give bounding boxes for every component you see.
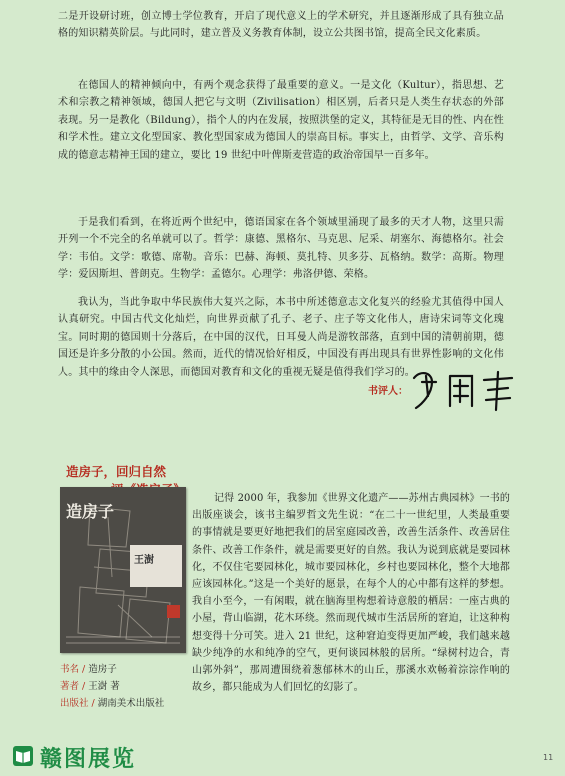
article-title: 造房子，回归自然 — [66, 464, 167, 479]
book-info-key: 著者 — [60, 681, 80, 692]
book-info-publisher-row — [60, 695, 164, 712]
book-info-separator: / — [88, 698, 98, 709]
review2-body: 记得 2000 年，我参加《世界文化遗产——苏州古典园林》一书的出版座谈会，该书主编罗哲文先生说：“在二十一世纪里，人类最重要的事情就是要更好地把我们的居室庭园改善，改善生活条件、改善居住条件、改善工作条件，就是需要更好的自然。我认为说到底就是要园林化，不仅住宅要园林化，城市要园林化，乡村也要园林化，整个大地都应该园林化。”这是一个美好的愿景，在每个人的心中都有这样的梦想。我自小至今，一有闲暇，就在脑海里构想着诗意般的栖居：一座古典的小屋，背山临湖，花木环绕。然而现代城市生活居所的窘迫，让这种构想变得十分可笑。进入 21 世纪，这种窘迫变得更加严峻，我们越来越缺少纯净的水和纯净的空气，更何谈园林般的居所。“绿树村边合，青山郭外斜”，那周遭围绕着葱郁林木的山丘，那溪水欢畅着淙淙作响的故乡，都只能成为人们回忆的幻影了。 — [192, 493, 510, 694]
review1-paragraph-2: 在德国人的精神倾向中，有两个观念获得了最重要的意义。一是文化（Kultur），指思想、艺术和宗教之精神领域，德国人把它与文明（Zivilisation）相区别，后者只是人类生存状态的外部表现。另一是教化（Bildung），指个人的内在发展，按照洪堡的定义，其特征是无目的性、内在性和学术性。建立文化型国家、教化型国家成为德国人的崇高目标。事实上，由哲学、文学、音乐构成的德意志精神王国的建立，要比 19 世纪中叶俾斯麦营造的政治帝国早一百多年。 — [58, 80, 504, 161]
book-info-separator: / — [79, 681, 89, 692]
book-cover-seal — [167, 605, 180, 618]
review1-paragraph-1: 二是开设研讨班，创立博士学位教育，开启了现代意义上的学术研究，并且逐渐形成了具有独立品格的知识精英阶层。与此同时，建立普及义务教育体制，设立公共图书馆，提高全民文化素质。 — [58, 11, 504, 40]
book-info-key: 出版社 — [60, 698, 89, 709]
book-cover-author: 王澍 — [134, 555, 154, 566]
book-cover-title: 造房子 — [66, 502, 115, 521]
book-info-key: 书名 — [60, 664, 80, 675]
open-book-icon — [12, 745, 34, 767]
book-info-title-row — [60, 661, 164, 678]
review1-paragraph-3: 于是我们看到，在将近两个世纪中，德语国家在各个领域里涌现了最多的天才人物，这里只需开列一个不完全的名单就可以了。哲学：康德、黑格尔、马克思、尼采、胡塞尔、海德格尔。社会学：韦伯。文学：歌德、席勒。音乐：巴赫、海顿、莫扎特、贝多芬、瓦格纳。数学：高斯。物理学：爱因斯坦、普朗克。生物学：孟德尔。心理学：弗洛伊德、荣格。 — [58, 217, 504, 281]
reviewer-signature — [408, 366, 518, 414]
reviewer-label: 书评人： — [368, 386, 408, 397]
book-info-author-row — [60, 678, 164, 695]
book-info — [60, 661, 164, 712]
exhibition-logo-text: 赣图展览 — [40, 746, 137, 772]
book-info-separator: / — [79, 664, 89, 675]
review1-paragraph-4: 我认为，当此争取中华民族伟大复兴之际，本书中所述德意志文化复兴的经验尤其值得中国人认真研究。中国古代文化灿烂，向世界贡献了孔子、老子、庄子等文化伟人，唐诗宋词等文化瑰宝。同时期的德国则十分落后，在中国的汉代，日耳曼人尚是游牧部落，直到中国的清朝前期，德国还是许多分散的小公国。然而，近代的情况恰好相反，中国没有再出现具有世界性影响的文化伟人。其中的缘由令人深思，而德国对教育和文化的重视无疑是值得我们学习的。 — [58, 297, 504, 378]
book-cover-image — [60, 487, 186, 653]
page-number: 11 — [543, 753, 554, 762]
book-info-value: 王澍 著 — [88, 681, 120, 692]
book-info-value: 湖南美术出版社 — [97, 698, 165, 709]
book-info-value: 造房子 — [88, 664, 117, 675]
